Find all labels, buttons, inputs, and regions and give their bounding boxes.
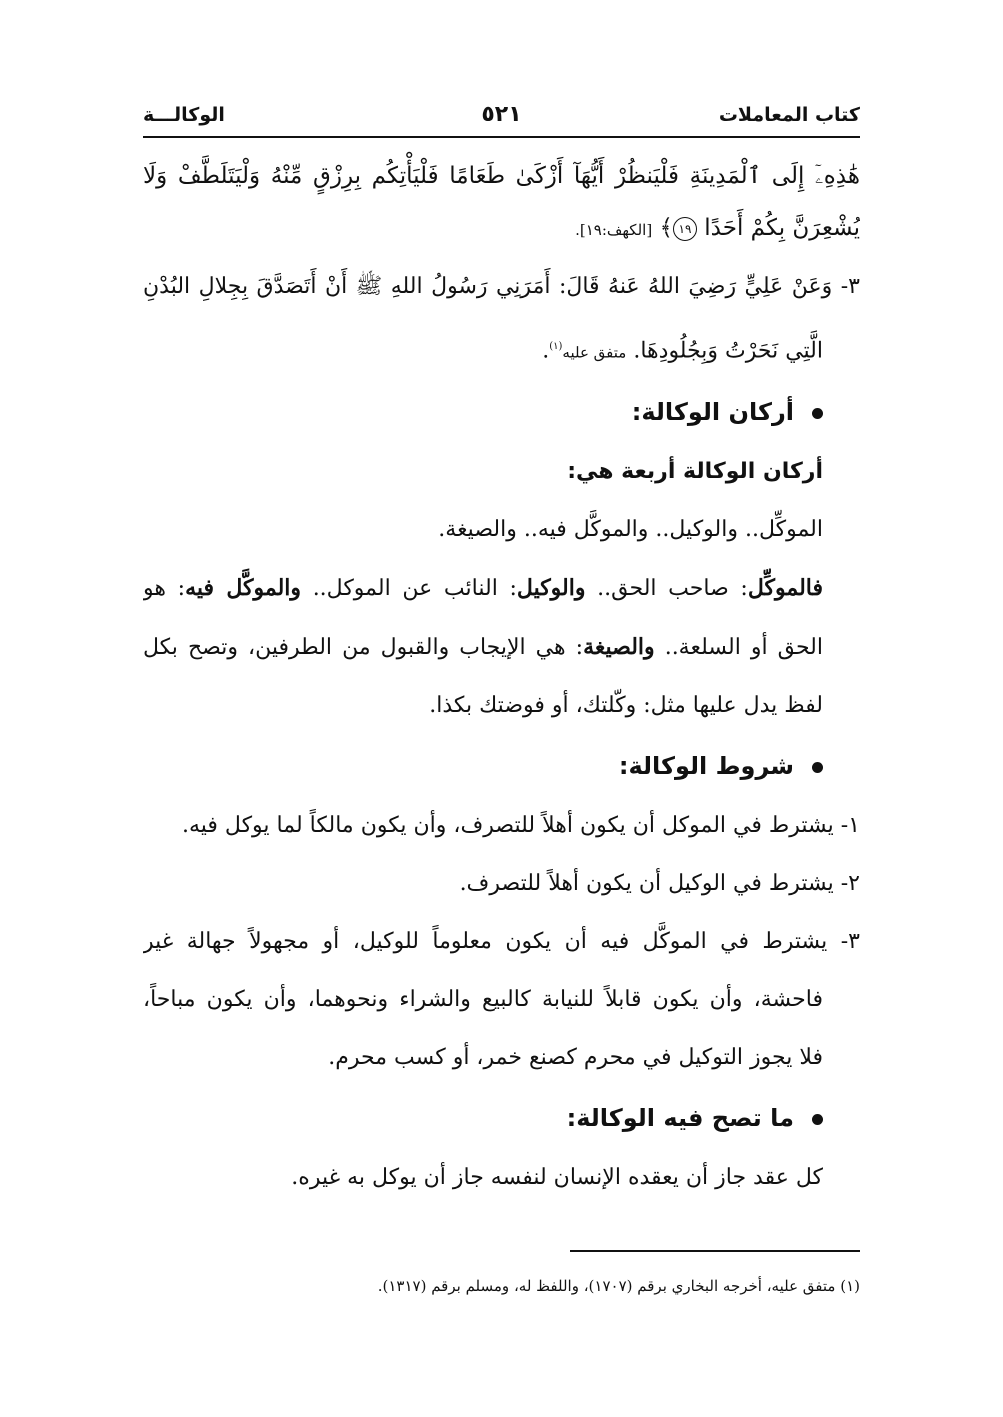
condition-2: ٢- يشترط في الوكيل أن يكون أهلاً للتصرف. [459,871,860,897]
term-sigha: والصيغة [583,634,655,661]
arkan-paragraph-line-1 [143,559,860,618]
hadith-line-2-text: الَّتِي نَحَرْتُ وَبِجُلُودِهَا. [633,338,823,364]
section-heading-shurut-text: شروط الوكالة: [618,752,794,781]
arkan-paragraph-line-3: لفظ يدل عليها مثل: وكّلتك، أو فوضتك بكذا. [429,693,823,719]
def-muwakkal-fih: : هو [143,576,186,602]
book-title: كتاب المعاملات [718,104,860,126]
condition-3-line-3: فلا يجوز التوكيل في محرم كصنع خمر، أو كسب محرم. [328,1045,823,1071]
term-muwakkil: فالموكِّل [747,575,824,602]
section-heading-ma-tasihh [143,1087,860,1149]
quran-reference: [الكهف:١٩]. [575,221,653,239]
condition-3-line-1: ٣- يشترط في الموكَّل فيه أن يكون معلوماً للوكيل، أو مجهولاً جهالة غير [143,929,860,955]
bullet-icon [812,762,823,773]
page-body [143,150,860,1207]
def-muwakkil: : صاحب الحق.. [585,576,748,602]
quran-closing-bracket: ﴾ [659,215,673,241]
quran-line-2-text: يُشْعِرَنَّ بِكُمْ أَحَدًا [704,215,860,241]
quran-line-2 [143,202,860,256]
hadith-line-2 [143,318,860,381]
def-wakil: : النائب عن الموكل.. [301,576,517,602]
section-heading-ma-tasihh-text: ما تصح فيه الوكالة: [566,1104,794,1133]
running-header [143,100,860,138]
hadith-source: متفق عليه [562,343,627,362]
footnote-divider [570,1250,860,1252]
section-heading-shurut [143,735,860,797]
hadith-line-1: ٣- وَعَنْ عَلِيٍّ رَضِيَ اللهُ عَنهُ قَالَ: أَمَرَنِي رَسُولُ اللهِ ﷺ أَنْ أَتَصَدَّقَ بِجِلالِ البُدْنِ [143,274,860,299]
footnote-mark: (١) [549,341,563,352]
hadith-end: . [542,338,550,364]
bullet-icon [812,1114,823,1125]
term-wakil: والوكيل [516,575,586,602]
def-muwakkal-fih-cont: الحق أو السلعة.. [654,635,823,661]
section-heading-arkan-text: أركان الوكالة: [631,398,794,427]
ma-tasihh-text: كل عقد جاز أن يعقده الإنسان لنفسه جاز أن يوكل به غيره. [291,1165,823,1191]
quran-line-1: هَٰذِهِۦٓ إِلَى ٱلْمَدِينَةِ فَلْيَنظُرْ أَيُّهَآ أَزْكَىٰ طَعَامًا فَلْيَأْتِكُم بِرِزْقٍ مِّنْهُ وَلْيَتَلَطَّفْ وَلَا [143,163,860,189]
condition-1: ١- يشترط في الموكل أن يكون أهلاً للتصرف، وأن يكون مالكاً لما يوكل فيه. [181,813,860,839]
page-number: ٥٢١ [481,102,522,127]
arkan-subtitle: أركان الوكالة أربعة هي: [567,459,823,485]
arkan-list: الموكِّل.. والوكيل.. والموكَّل فيه.. والصيغة. [438,517,823,543]
chapter-title: الوكالـــة [143,104,225,126]
section-heading-arkan [143,381,860,443]
footnote: (١) متفق عليه، أخرجه البخاري برقم (١٧٠٧)، واللفظ له، ومسلم برقم (١٣١٧). [377,1277,860,1295]
condition-3-line-2: فاحشة، وأن يكون قابلاً للنيابة كالبيع والشراء ونحوهما، وأن يكون مباحاً، [143,987,823,1013]
arkan-paragraph-line-2 [143,618,860,677]
verse-number-ornament: ١٩ [673,217,697,241]
def-sigha: : هي الإيجاب والقبول من الطرفين، وتصح بكل [143,635,584,661]
term-muwakkal-fih: والموكَّل فيه [185,575,302,602]
bullet-icon [812,408,823,419]
